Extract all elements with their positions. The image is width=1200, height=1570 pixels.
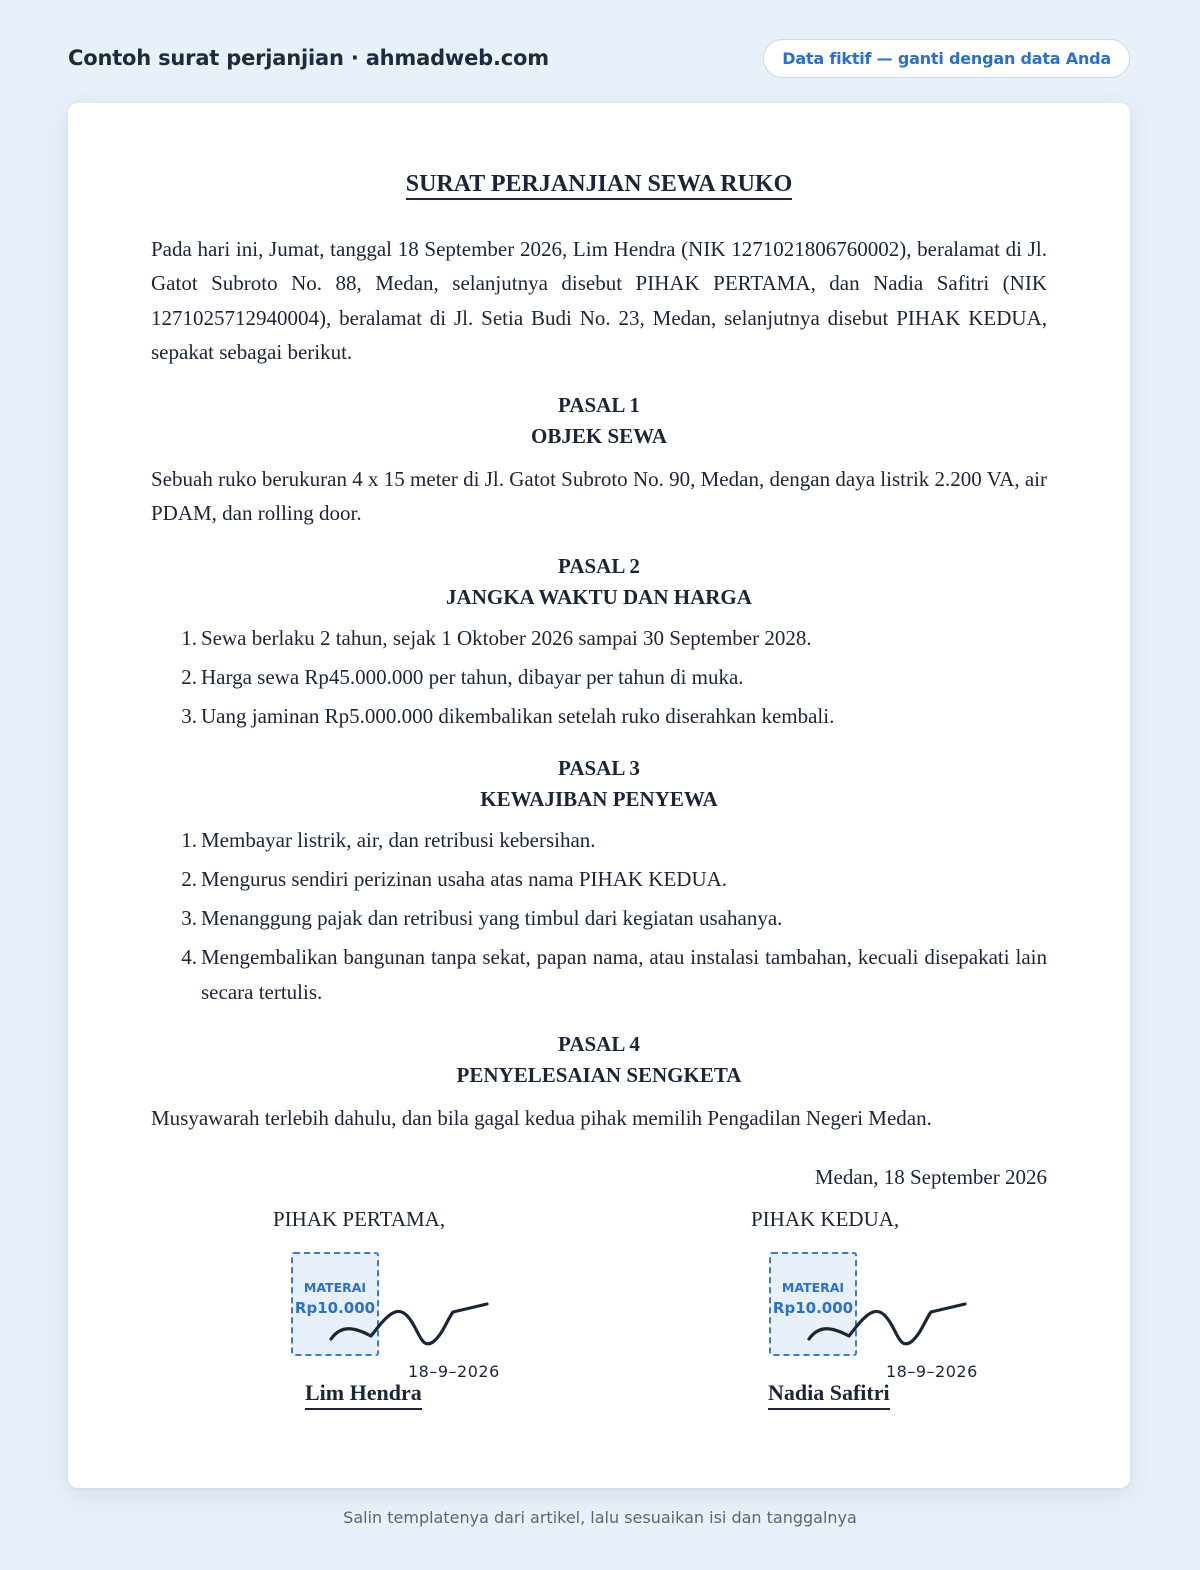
pasal-4-heading [151,1029,1047,1091]
pasal-number: PASAL 4 [558,1032,640,1056]
signer-name: Nadia Safitri [768,1379,890,1410]
stamp-label: MATERAI [781,1280,845,1295]
pasal-2-list [151,621,1047,734]
list-item: 1. Sewa berlaku 2 tahun, sejak 1 Oktober 2026 sampai 30 September 2028. [181,625,812,650]
fictitious-data-badge: Data fiktif — ganti dengan data Anda [763,39,1130,78]
pasal-title: JANGKA WAKTU DAN HARGA [446,584,752,609]
stamp-label: MATERAI [303,1280,367,1295]
pasal-title: PENYELESAIAN SENGKETA [456,1063,742,1087]
signature-scribble-icon [807,1292,977,1352]
signer-name: Lim Hendra [305,1379,422,1410]
party-label: PIHAK KEDUA, [751,1207,900,1231]
signature-area [151,1202,1047,1452]
pasal-number: PASAL 1 [558,392,640,417]
pasal-3-heading [151,753,1047,815]
list-item: 4. Mengembalikan bangunan tanpa sekat, papan nama, atau instalasi tambahan, kecuali disepakati lain secara tertulis. [181,945,1047,1004]
list-item: 3. Uang jaminan Rp5.000.000 dikembalikan setelah ruko diserahkan kembali. [181,703,835,728]
pasal-1-text: Sebuah ruko berukuran 4 x 15 meter di Jl. Gatot Subroto No. 90, Medan, dengan daya listrik 2.200 VA, air PDAM, dan rolling door. [151,466,1047,525]
sign-date: 18–9–2026 [886,1362,978,1381]
agreement-document [151,167,1047,1452]
stamp-value: Rp10.000 [294,1299,376,1317]
list-item: 2. Mengurus sendiri perizinan usaha atas nama PIHAK KEDUA. [181,867,728,891]
place-and-date: Medan, 18 September 2026 [814,1164,1047,1189]
list-item: 1. Membayar listrik, air, dan retribusi kebersihan. [181,828,596,852]
party-first [273,1202,593,1405]
pasal-title: KEWAJIBAN PENYEWA [480,787,718,811]
pasal-1-heading [151,390,1047,452]
list-item: 2. Harga sewa Rp45.000.000 per tahun, dibayar per tahun di muka. [181,664,744,689]
party-label: PIHAK PERTAMA, [273,1207,446,1231]
pasal-number: PASAL 2 [558,553,640,578]
footer-note: Salin templatenya dari artikel, lalu sesuaikan isi dan tanggalnya [343,1508,857,1527]
top-bar [68,38,1130,78]
sign-date: 18–9–2026 [408,1362,500,1381]
pasal-2-heading [151,551,1047,613]
party-second [751,1202,1071,1405]
opening-paragraph: Pada hari ini, Jumat, tanggal 18 September 2026, Lim Hendra (NIK 1271021806760002), beralamat di Jl. Gatot Subroto No. 88, Medan, selanjutnya disebut PIHAK PERTAMA, dan Nadia Safitri (NIK 1271025712940004), beralamat di Jl. Setia Budi No. 23, Medan, selanjutnya disebut PIHAK KEDUA, sepakat sebagai berikut. [151,236,1047,364]
signature-scribble-icon [329,1292,499,1352]
document-paper [68,103,1130,1488]
list-item: 3. Menanggung pajak dan retribusi yang timbul dari kegiatan usahanya. [181,906,783,930]
pasal-4-text: Musyawarah terlebih dahulu, dan bila gagal kedua pihak memilih Pengadilan Negeri Medan. [151,1106,932,1130]
stamp-value: Rp10.000 [772,1299,854,1317]
pasal-title: OBJEK SEWA [531,423,667,448]
site-title: Contoh surat perjanjian · ahmadweb.com [68,46,549,70]
pasal-number: PASAL 3 [558,756,640,780]
pasal-3-list [151,823,1047,1009]
document-title: SURAT PERJANJIAN SEWA RUKO [151,167,1047,202]
